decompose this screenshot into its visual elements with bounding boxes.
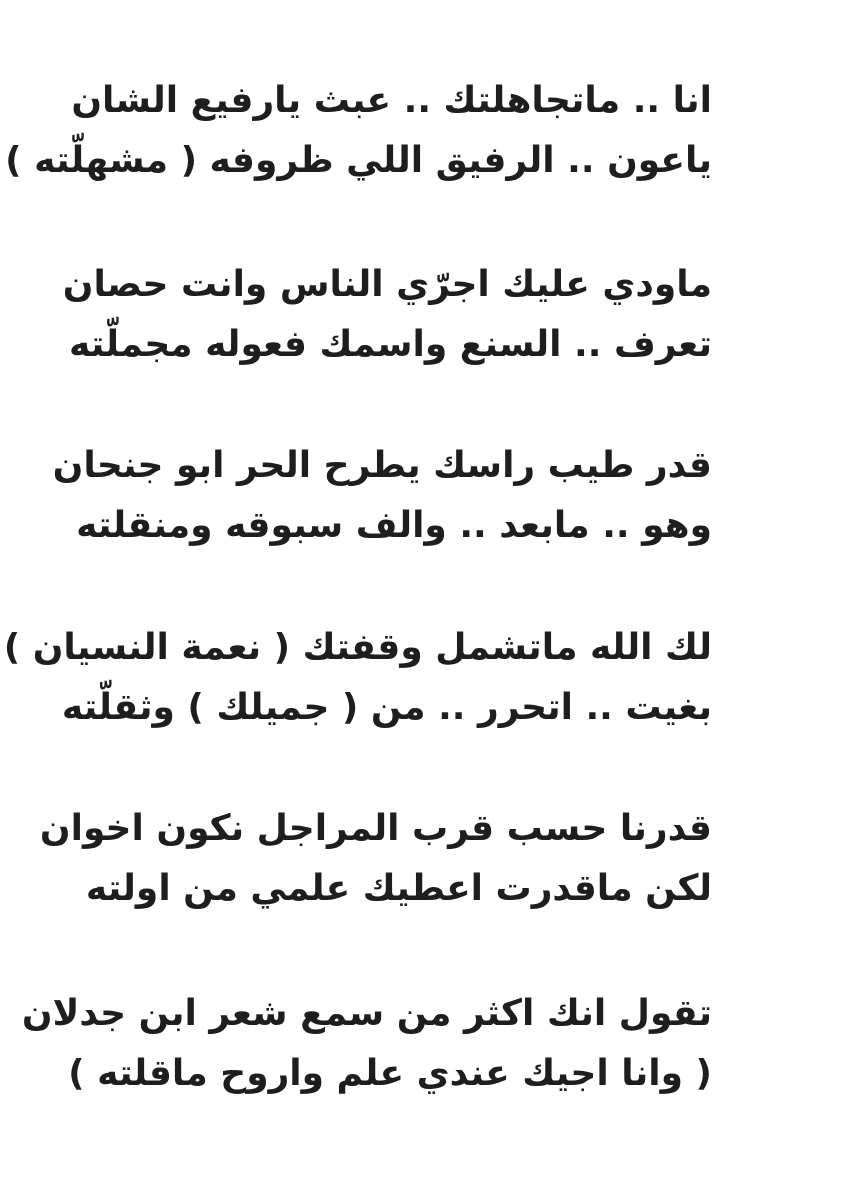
poem-line: تعرف .. السنع واسمك فعوله مجملّته [68,324,712,365]
poem-line: لك الله ماتشمل وقفتك ( نعمة النسيان ) [3,627,712,668]
poem-line: ( وانا اجيك عندي علم واروح ماقلته ) [68,1053,712,1094]
poem-line: بغيت .. اتحرر .. من ( جميلك ) وثقلّته [61,687,712,728]
poem-line: انا .. ماتجاهلتك .. عبث يارفيع الشان [71,80,712,121]
poem-line: وهو .. مابعد .. والف سبوقه ومنقلته [76,505,712,546]
poem-line: لكن ماقدرت اعطيك علمي من اولته [85,868,712,909]
poem-line: ماودي عليك اجرّي الناس وانت حصان [62,264,712,305]
poem-line: ياعون .. الرفيق اللي ظروفه ( مشهلّته ) [5,140,712,181]
poem-line: قدرنا حسب قرب المراجل نكون اخوان [39,808,712,849]
poem-line: تقول انك اكثر من سمع شعر ابن جدلان [21,993,712,1034]
poem-line: قدر طيب راسك يطرح الحر ابو جنحان [52,445,712,486]
